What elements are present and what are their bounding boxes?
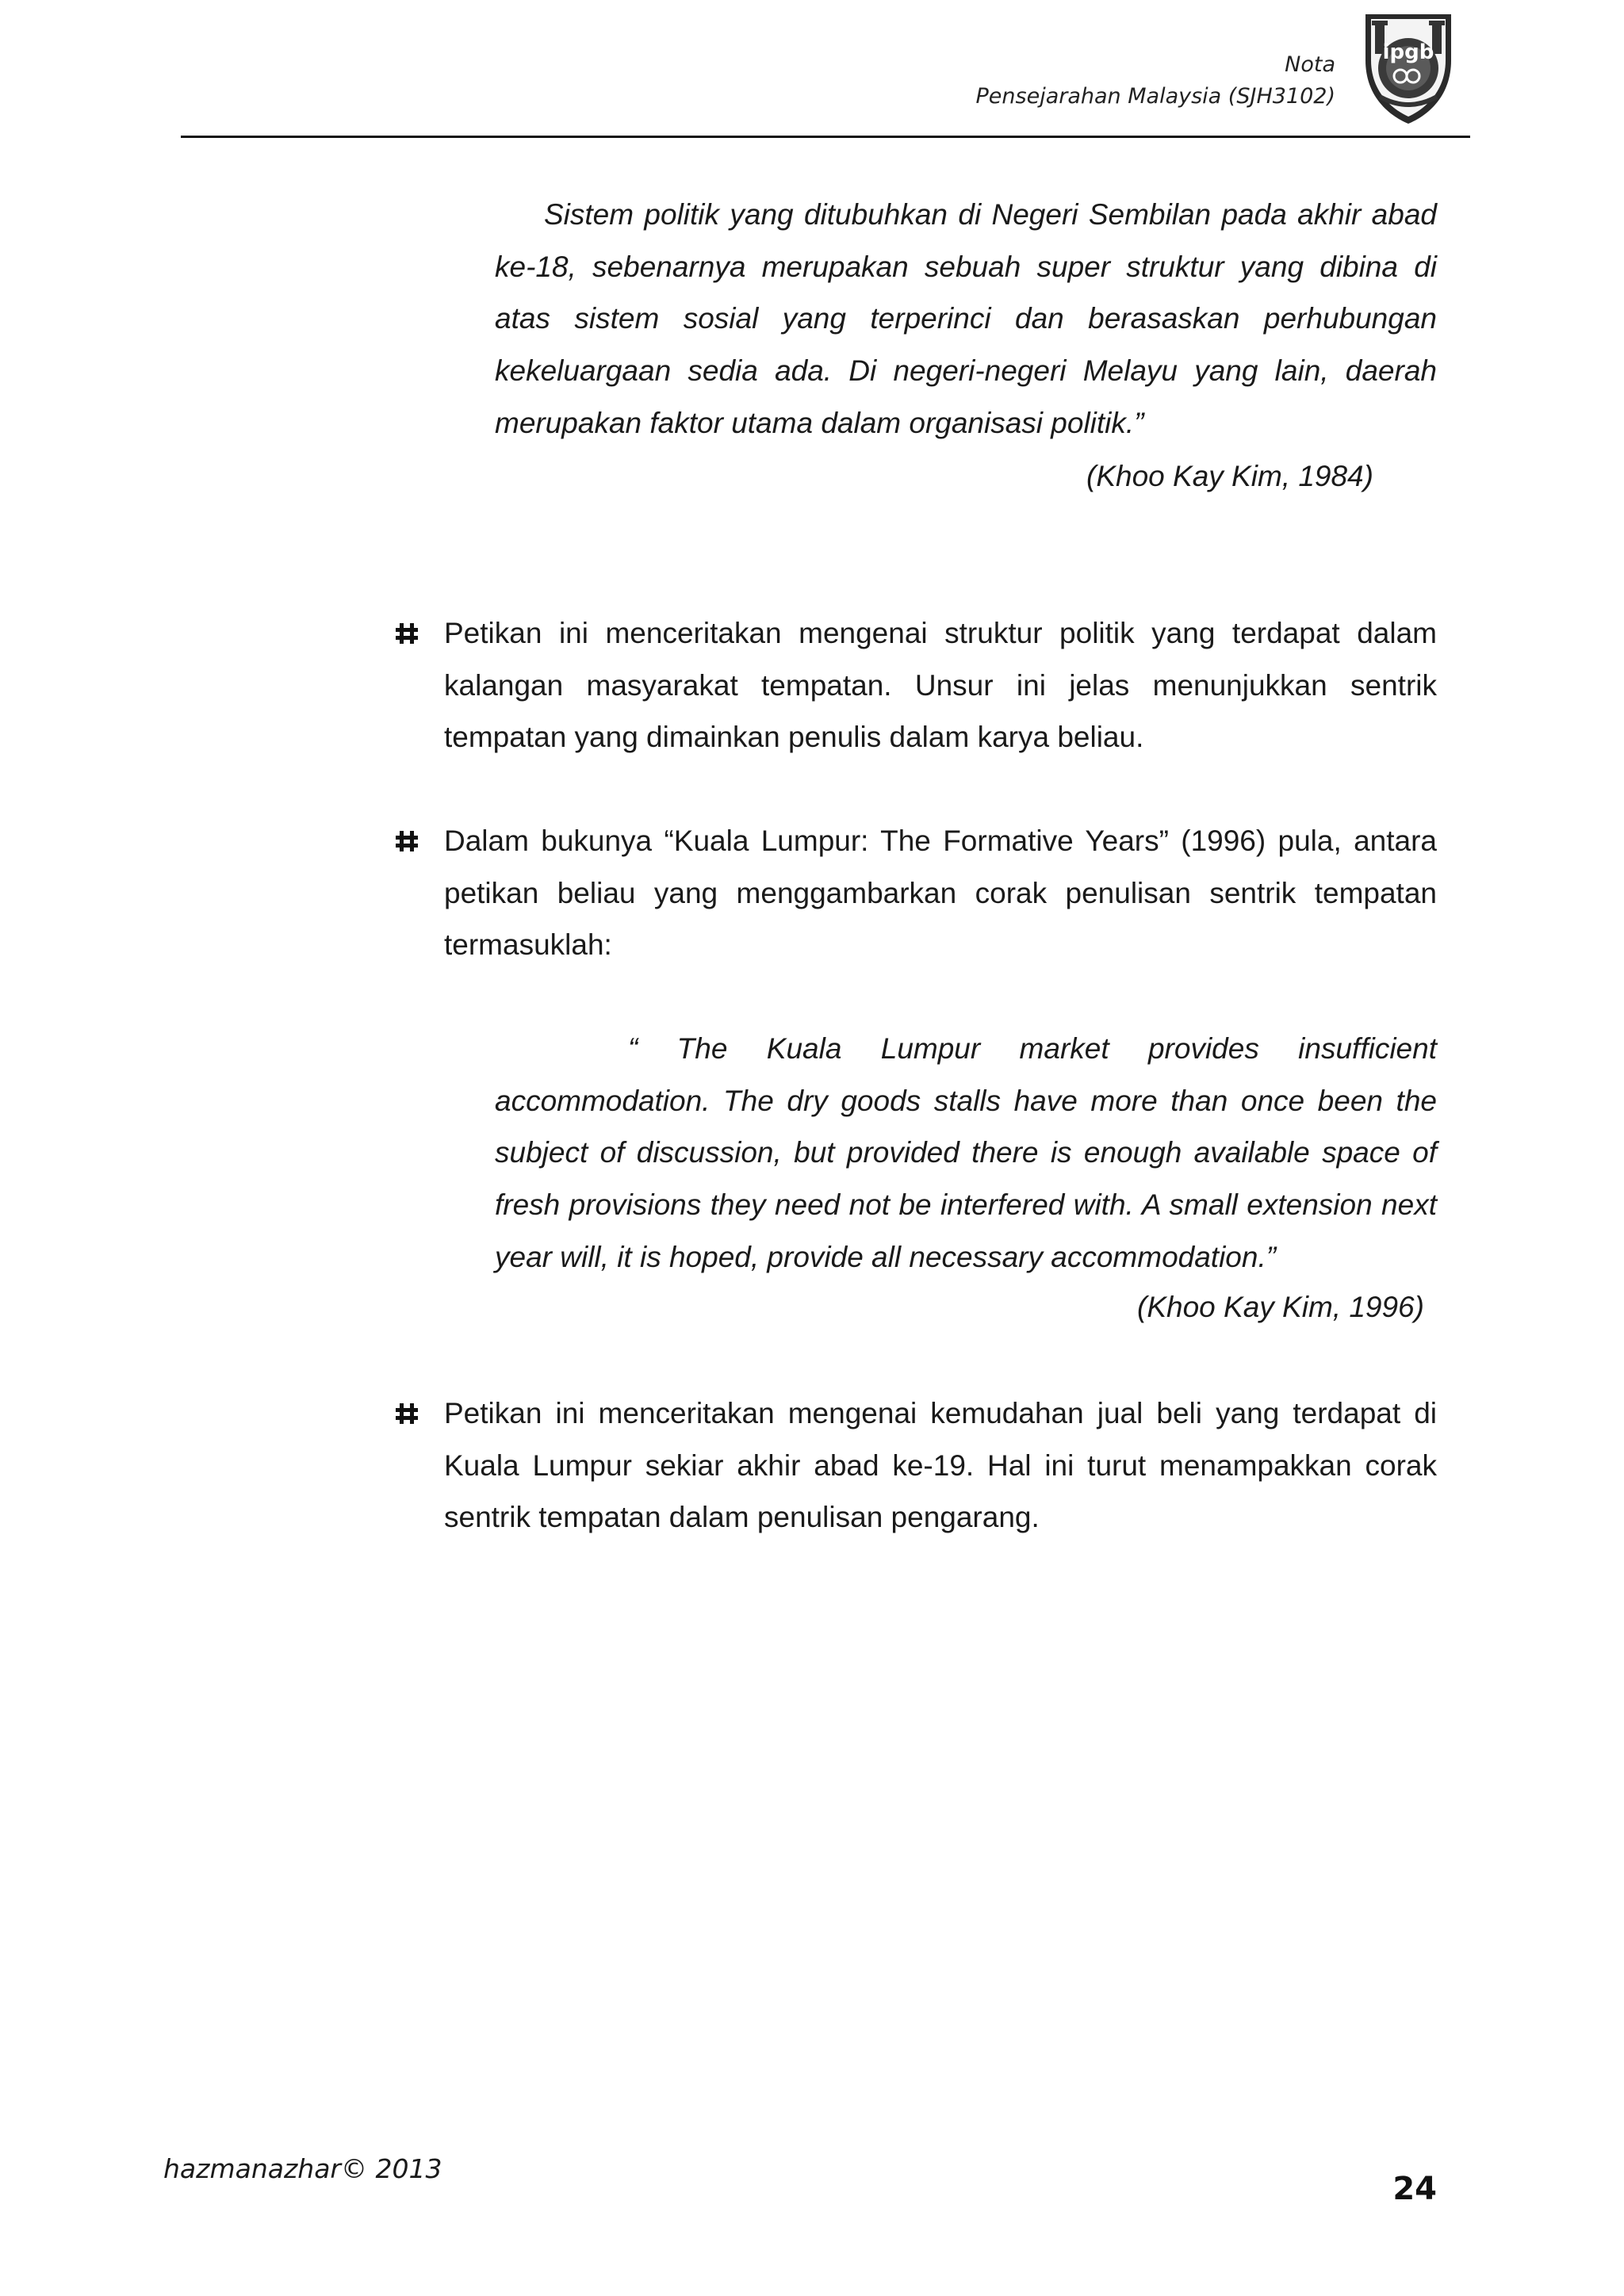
- page-number: 24: [1392, 2171, 1437, 2207]
- footer-author: hazmanazhar© 2013: [163, 2153, 442, 2184]
- bullet-item-1: [390, 607, 1437, 763]
- hash-bullet-icon: [395, 829, 419, 853]
- crest-logo-text: ipgb: [1382, 40, 1434, 64]
- bullet-item-3: [390, 1387, 1437, 1544]
- hash-bullet-icon: [395, 1402, 419, 1425]
- quote-block-2: [495, 1023, 1437, 1284]
- hash-bullet-icon: [395, 622, 419, 645]
- header-course-title: Pensejarahan Malaysia (SJH3102): [975, 84, 1335, 109]
- bullet-1-text: Petikan ini menceritakan mengenai struktur politik yang terdapat dalam kalangan masyarakat tempatan. Unsur ini jelas menunjukkan sentrik tempatan yang dimainkan penulis dalam karya beliau.: [444, 617, 1437, 754]
- bullet-3-text: Petikan ini menceritakan mengenai kemudahan jual beli yang terdapat di Kuala Lumpur sekiar akhir abad ke-19. Hal ini turut menampakkan corak sentrik tempatan dalam penulisan pengarang.: [444, 1397, 1437, 1534]
- quote-2-text: “ The Kuala Lumpur market provides insufficient accommodation. The dry goods stalls have more than once been the subject of discussion, but provided there is enough available space of fresh provisions they need not be interfered with. A small extension next year will, it is hoped, provide all necessary accommodation.”: [495, 1032, 1437, 1273]
- quote-1-text: Sistem politik yang ditubuhkan di Negeri Sembilan pada akhir abad ke-18, sebenarnya merupakan sebuah super struktur yang dibina di atas sistem sosial yang terperinci dan berasaskan perhubungan kekeluargaan sedia ada. Di negeri-negeri Melayu yang lain, daerah merupakan faktor utama dalam organisasi politik.”: [495, 198, 1437, 439]
- institution-crest-icon: [1361, 11, 1456, 127]
- header-divider: [181, 136, 1470, 138]
- quote-block-1: [495, 189, 1437, 450]
- quote-2-citation: (Khoo Kay Kim, 1996): [1137, 1291, 1424, 1323]
- bullet-2-text: Dalam bukunya “Kuala Lumpur: The Formative Years” (1996) pula, antara petikan beliau yang menggambarkan corak penulisan sentrik tempatan termasuklah:: [444, 825, 1437, 962]
- bullet-item-2: [390, 815, 1437, 971]
- header-note-label: Nota: [1285, 52, 1335, 77]
- running-header: [976, 49, 1335, 113]
- quote-1-citation: (Khoo Kay Kim, 1984): [1086, 460, 1373, 492]
